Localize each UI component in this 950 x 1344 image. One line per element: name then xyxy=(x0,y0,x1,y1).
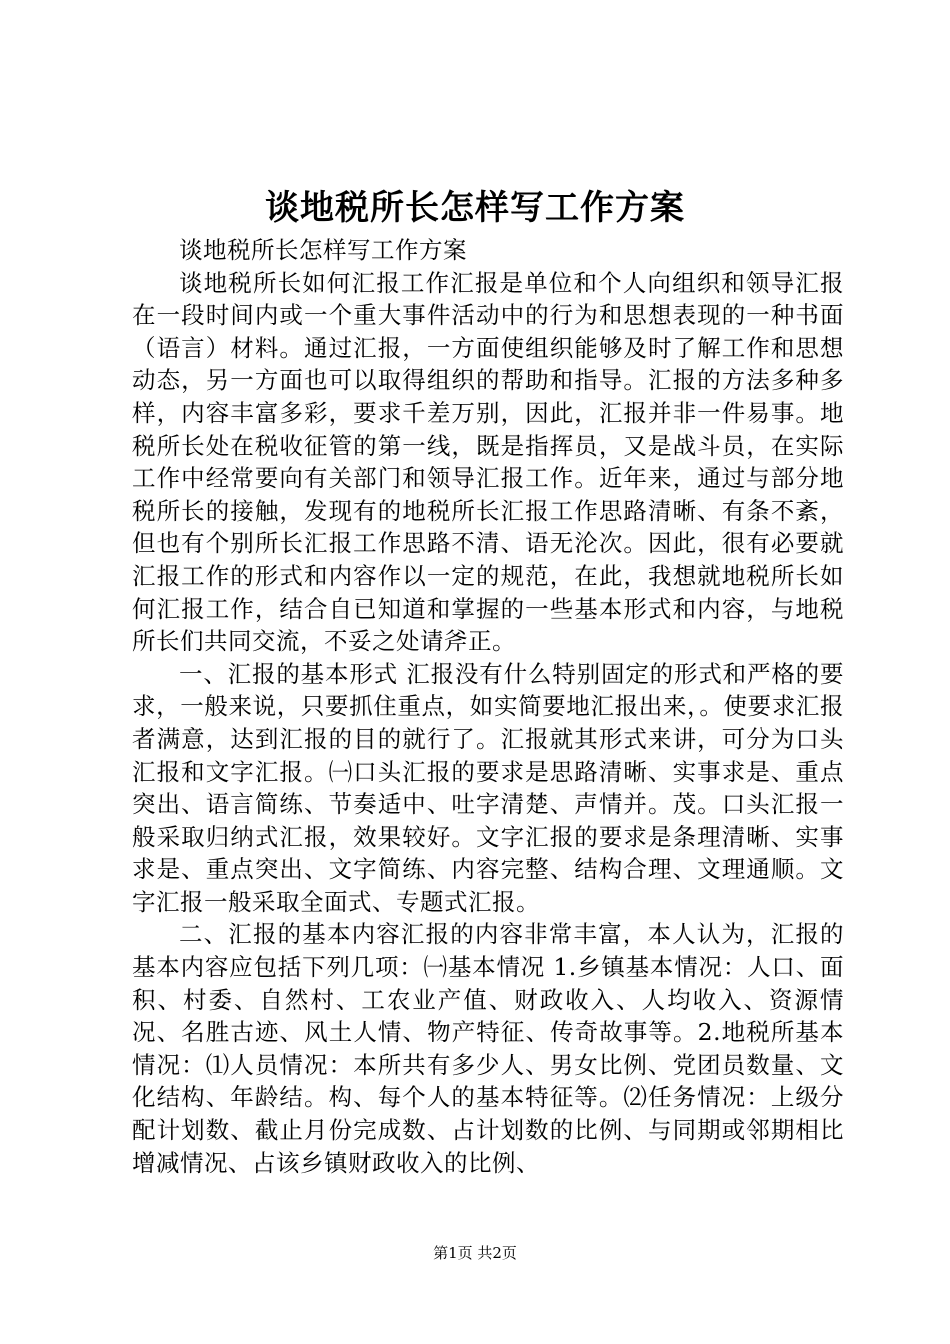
intro-paragraph: 谈地税所长如何汇报工作汇报是单位和个人向组织和领导汇报在一段时间内或一个重大事件活动中的行为和思想表现的一种书面（语言）材料。通过汇报，一方面使组织能够及时了解工作和思想动态，另一方面也可以取得组织的帮助和指导。汇报的方法多种多样，内容丰富多彩，要求千差万别，因此，汇报并非一件易事。地税所长处在税收征管的第一线，既是指挥员，又是战斗员，在实际工作中经常要向有关部门和领导汇报工作。近年来，通过与部分地税所长的接触，发现有的地税所长汇报工作思路清晰、有条不紊，但也有个别所长汇报工作思路不清、语无沦次。因此，很有必要就汇报工作的形式和内容作以一定的规范，在此，我想就地税所长如何汇报工作，结合自已知道和掌握的一些基本形式和内容，与地税所长们共同交流，不妥之处请斧正。 xyxy=(132,268,844,656)
document-title: 谈地税所长怎样写工作方案 xyxy=(265,188,685,228)
page-number-footer: 第1页 共2页 xyxy=(433,1244,517,1262)
section-one-paragraph: 一、汇报的基本形式 汇报没有什么特别固定的形式和严格的要求，一般来说，只要抓住重点，如实简要地汇报出来，。使要求汇报者满意，达到汇报的目的就行了。汇报就其形式来讲，可分为口头汇报和文字汇报。㈠口头汇报的要求是思路清晰、实事求是、重点突出、语言简练、节奏适中、吐字清楚、声情并。茂。口头汇报一般采取归纳式汇报，效果较好。文字汇报的要求是条理清晰、实事求是、重点突出、文字简练、内容完整、结构合理、文理通顺。文字汇报一般采取全面式、专题式汇报。 xyxy=(132,659,844,916)
subtitle-paragraph: 谈地税所长怎样写工作方案 xyxy=(179,236,467,264)
section-two-paragraph: 二、汇报的基本内容汇报的内容非常丰富，本人认为，汇报的基本内容应包括下列几项：㈠基本情况 1.乡镇基本情况：人口、面积、村委、自然村、工农业产值、财政收入、人均收入、资源情况、名胜古迹、风土人情、物产特征、传奇故事等。2.地税所基本情况：⑴人员情况：本所共有多少人、男女比例、党团员数量、文化结构、年龄结。构、每个人的基本特征等。⑵任务情况：上级分配计划数、截止月份完成数、占计划数的比例、与同期或邻期相比增减情况、占该乡镇财政收入的比例、 xyxy=(132,920,844,1177)
document-body xyxy=(132,234,844,1179)
